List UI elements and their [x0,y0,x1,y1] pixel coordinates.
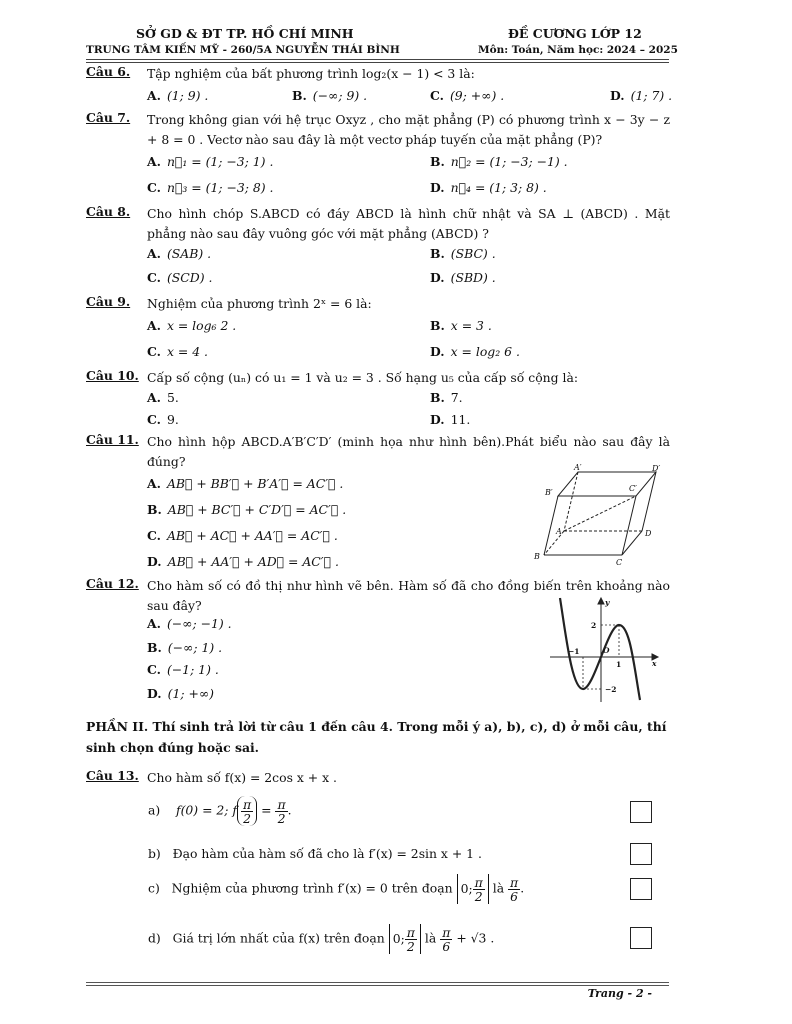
option-a: A. n⃗₁ = (1; −3; 1) . [147,154,274,169]
question-text: Cho hàm số có đồ thị như hình vẽ bên. Hàm số đã cho đồng biến trên khoảng nào sau đây? [147,578,670,613]
question-label: Câu 12. [86,576,139,591]
question-label: Câu 13. [86,768,139,783]
true-false-box-a[interactable] [630,801,652,823]
tick-neg1: −1 [568,647,580,656]
diagonal-ac1 [564,496,636,531]
option-b: B. x = 3 . [430,318,492,333]
edge-bb1 [544,496,558,555]
option-b: B. AB⃗ + BC′⃗ + C′D′⃗ = AC′⃗ . [147,502,347,517]
option-b: B. 7. [430,390,463,405]
label-C: C [616,558,623,567]
question-label: Câu 9. [86,294,131,309]
footer-divider [86,982,669,986]
option-c: C. (SCD) . [147,270,213,285]
tick-2: 2 [591,621,597,630]
y-axis-arrow [598,598,604,604]
label-C1: C′ [629,484,637,493]
option-a: A. (SAB) . [147,246,212,261]
statement-a: a) f(0) = 2; f $\frac{\pi}{2}$ = $\frac{\pi}{2}$ . [148,796,292,826]
school-dept: SỞ GD & ĐT TP. HỒ CHÍ MINH [136,26,354,41]
question-text: Cho hình chóp S.ABCD có đáy ABCD là hình chữ nhật và SA ⊥ (ABCD) . Mặt phẳng nào sau đây vuông góc với mặt phẳng (ABCD) ? [147,206,670,241]
question-label: Câu 6. [86,64,131,79]
option-d: D. AB⃗ + AA′⃗ + AD⃗ = AC′⃗ . [147,554,339,569]
x-label: x [652,659,657,668]
page-number: Trang - 2 - [587,987,652,1000]
tick-1: 1 [616,660,622,669]
option-d: D. (1; 7) . [610,88,673,103]
option-a: A. x = log₆ 2 . [147,318,237,333]
doc-title: ĐỀ CƯƠNG LỚP 12 [508,26,642,41]
label-A: A [556,527,562,536]
option-c: C. n⃗₃ = (1; −3; 8) . [147,180,274,195]
y-label: y [605,598,610,607]
option-d: D. x = log₂ 6 . [430,344,520,359]
question-label: Câu 8. [86,204,131,219]
question-label: Câu 11. [86,432,139,447]
label-D: D [645,529,652,538]
option-b: B. (SBC) . [430,246,496,261]
label-D1: D′ [652,464,661,473]
label-B1: B′ [545,488,553,497]
part-2-heading: PHẦN II. Thí sinh trả lời từ câu 1 đến câu 4. Trong mỗi ý a), b), c), d) ở mỗi câu, thí sinh chọn đúng hoặc sai. [86,719,667,755]
option-c: C. (9; +∞) . [430,88,505,103]
statement-d: d) Giá trị lớn nhất của f(x) trên đoạn 0; $\frac{\pi}{2}$ là $\frac{\pi}{6}$ + √3 . [148,924,495,954]
option-b: B. (−∞; 9) . [292,88,368,103]
subject-year: Môn: Toán, Năm học: 2024 – 2025 [478,44,678,56]
option-d: D. (1; +∞) [147,686,214,701]
true-false-box-b[interactable] [630,843,652,865]
option-c: C. x = 4 . [147,344,208,359]
label-A1: A′ [574,463,582,472]
option-a: A. 5. [147,390,179,405]
option-c: C. AB⃗ + AC⃗ + AA′⃗ = AC′⃗ . [147,528,338,543]
question-text: Nghiệm của phương trình 2ˣ = 6 là: [147,296,372,311]
true-false-box-c[interactable] [630,878,652,900]
option-b: B. n⃗₂ = (1; −3; −1) . [430,154,568,169]
question-text: Cho hình hộp ABCD.A′B′C′D′ (minh họa như hình bên).Phát biểu nào sau đây là đúng? [147,434,670,469]
option-d: D. n⃗₄ = (1; 3; 8) . [430,180,547,195]
question-text: Trong không gian với hệ trục Oxyz , cho mặt phẳng (P) có phương trình x − 3y − z + 8 = 0 . Vectơ nào sau đây là một vectơ pháp tuyến của mặt phẳng (P)? [147,112,670,147]
origin-label: O [603,646,610,655]
question-text: Cho hàm số f(x) = 2cos x + x . [147,770,337,785]
question-text: Tập nghiệm của bất phương trình log₂(x − 1) < 3 là: [147,66,475,81]
statement-c: c) Nghiệm của phương trình f′(x) = 0 trên đoạn 0; $\frac{\pi}{2}$ là $\frac{\pi}{6}$ . [148,874,525,904]
option-a: A. (−∞; −1) . [147,616,232,631]
question-text: Cấp số cộng (uₙ) có u₁ = 1 và u₂ = 3 . Số hạng u₅ của cấp số cộng là: [147,370,579,385]
option-d: D. (SBD) . [430,270,496,285]
option-a: A. (1; 9) . [147,88,209,103]
label-B: B [534,552,540,561]
statement-b: b) Đạo hàm của hàm số đã cho là f′(x) = 2sin x + 1 . [148,846,482,861]
header-divider [86,59,669,63]
question-label: Câu 10. [86,368,139,383]
option-d: D. 11. [430,412,471,427]
center-name: TRUNG TÂM KIẾN MỸ - 260/5A NGUYỄN THÁI BÌNH [86,44,400,56]
function-graph [548,596,660,704]
question-label: Câu 7. [86,110,131,125]
option-c: C. 9. [147,412,179,427]
option-c: C. (−1; 1) . [147,662,219,677]
option-a: A. AB⃗ + BB′⃗ + B′A′⃗ = AC′⃗ . [147,476,344,491]
true-false-box-d[interactable] [630,927,652,949]
option-b: B. (−∞; 1) . [147,640,223,655]
page-header [86,26,678,60]
parallelepiped-figure [530,462,670,567]
tick-neg2: −2 [605,685,617,694]
